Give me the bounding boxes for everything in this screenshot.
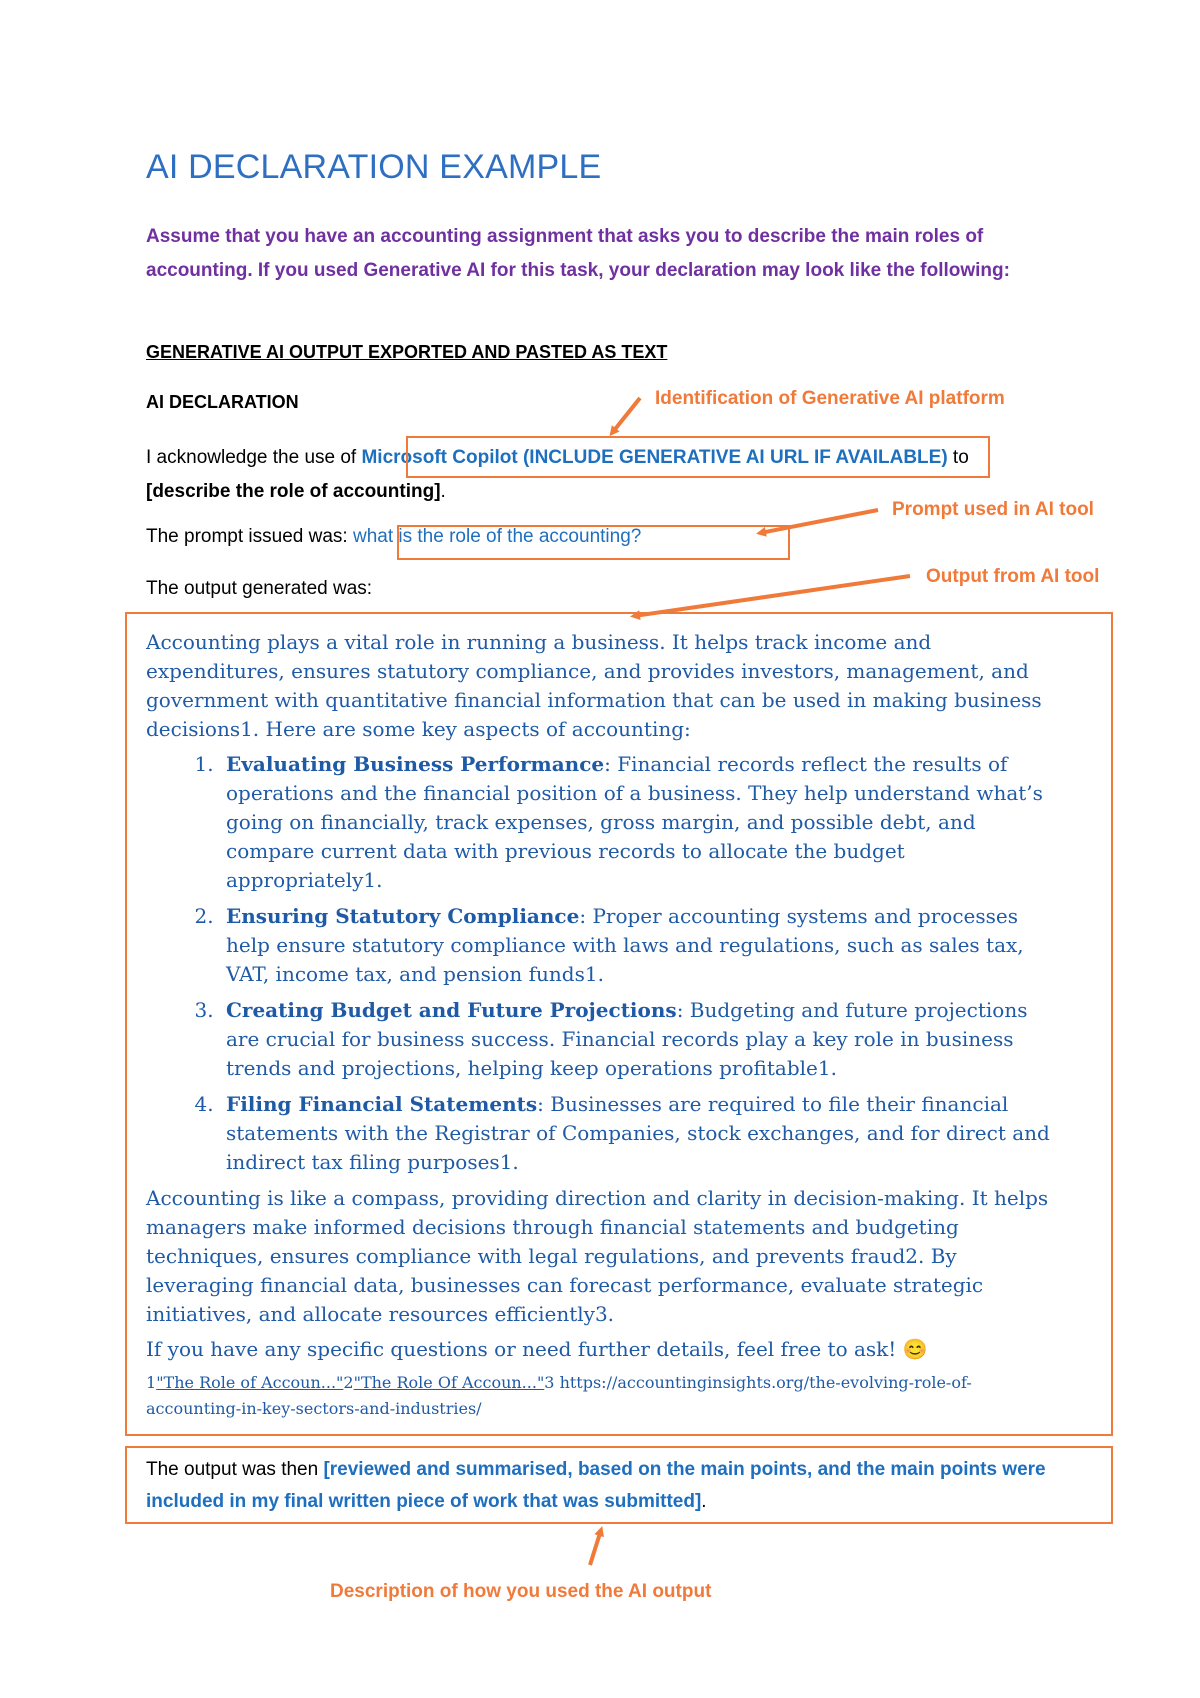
ack-platform: Microsoft Copilot (INCLUDE GENERATIVE AI URL IF AVAILABLE) xyxy=(361,447,948,468)
annotation-prompt: Prompt used in AI tool xyxy=(892,499,1094,520)
list-item xyxy=(220,750,1066,895)
ref-number-3: 3 xyxy=(544,1373,560,1392)
list-item-text: : Businesses are required to file their financial statements with the Registrar of Companies, stock exchanges, and for direct and indirect tax filing purposes1. xyxy=(226,1092,1050,1174)
usage-prefix: The output was then xyxy=(146,1459,324,1480)
output-conclusion: Accounting is like a compass, providing direction and clarity in decision-making. It helps managers make informed decisions through financial statements and budgeting techniques, ensures compliance with legal regulations, and prevents fraud2. By leveraging financial data, businesses can forecast performance, evaluate strategic initiatives, and allocate resources efficiently3. xyxy=(146,1186,1049,1326)
ref-number-1: 1 xyxy=(146,1373,157,1392)
list-item xyxy=(220,902,1066,989)
ack-role: [describe the role of accounting] xyxy=(146,481,441,502)
ai-output xyxy=(146,628,1066,1422)
arrow-output xyxy=(634,576,910,616)
ack-middle: to xyxy=(947,447,969,468)
list-item-text: : Budgeting and future projections are crucial for business success. Financial records play a key role in business trends and projections, helping keep operations profitable1. xyxy=(226,998,1028,1080)
list-item-text: : Financial records reflect the results of operations and the financial position of a business. They help understand what’s going on financially, track expenses, gross margin, and possible debt, and compare current data with previous records to allocate the budget appropriately1. xyxy=(226,752,1043,892)
output-closing: If you have any specific questions or need further details, feel free to ask! 😊 xyxy=(146,1337,928,1361)
ref-number-2: 2 xyxy=(343,1373,354,1392)
list-item xyxy=(220,1090,1066,1177)
intro-text: Assume that you have an accounting assignment that asks you to describe the main roles of accounting. If you used Generative AI for this task, your declaration may look like the following: xyxy=(146,226,1010,281)
usage-suffix: . xyxy=(701,1491,707,1512)
prompt-highlight-box xyxy=(397,525,790,560)
list-item xyxy=(220,996,1066,1083)
usage-text: [reviewed and summarised, based on the main points, and the main points were included in my final written piece of work that was submitted] xyxy=(146,1459,1046,1512)
output-intro: Accounting plays a vital role in running a business. It helps track income and expenditures, ensures statutory compliance, and provides investors, management, and government with quantitative financial information that can be used in making business decisions1. Here are some key aspects of accounting: xyxy=(146,630,1042,741)
annotation-platform: Identification of Generative AI platform xyxy=(655,388,1005,409)
reference-link-2[interactable]: "The Role Of Accoun..." xyxy=(353,1373,545,1392)
output-list xyxy=(146,750,1066,1177)
arrow-usage xyxy=(590,1530,601,1565)
prompt-text: what is the role of the accounting? xyxy=(352,526,642,547)
prompt-label: The prompt issued was: xyxy=(146,526,353,547)
platform-highlight-box xyxy=(406,436,990,478)
reference-link-1[interactable]: "The Role of Accoun..." xyxy=(156,1373,344,1392)
arrow-platform xyxy=(612,398,640,433)
usage-statement xyxy=(146,1454,1096,1518)
list-item-title: Evaluating Business Performance xyxy=(226,752,605,776)
output-label: The output generated was: xyxy=(146,578,373,599)
list-item-title: Ensuring Statutory Compliance xyxy=(226,904,580,928)
reference-url-3: https://accountinginsights.org/the-evolving-role-of-accounting-in-key-sectors-and-industries/ xyxy=(146,1373,972,1418)
list-item-title: Filing Financial Statements xyxy=(226,1092,538,1116)
ack-suffix: . xyxy=(440,481,446,502)
page-title: AI DECLARATION EXAMPLE xyxy=(146,148,602,186)
references xyxy=(146,1370,1066,1422)
list-item-title: Creating Budget and Future Projections xyxy=(226,998,677,1022)
annotation-usage: Description of how you used the AI output xyxy=(330,1581,712,1602)
section-heading: GENERATIVE AI OUTPUT EXPORTED AND PASTED AS TEXT xyxy=(146,342,668,362)
declaration-heading: AI DECLARATION xyxy=(146,392,299,412)
annotation-output: Output from AI tool xyxy=(926,566,1100,587)
list-item-text: : Proper accounting systems and processes help ensure statutory compliance with laws and regulations, such as sales tax, VAT, income tax, and pension funds1. xyxy=(226,904,1024,986)
ack-prefix: I acknowledge the use of xyxy=(146,447,362,468)
